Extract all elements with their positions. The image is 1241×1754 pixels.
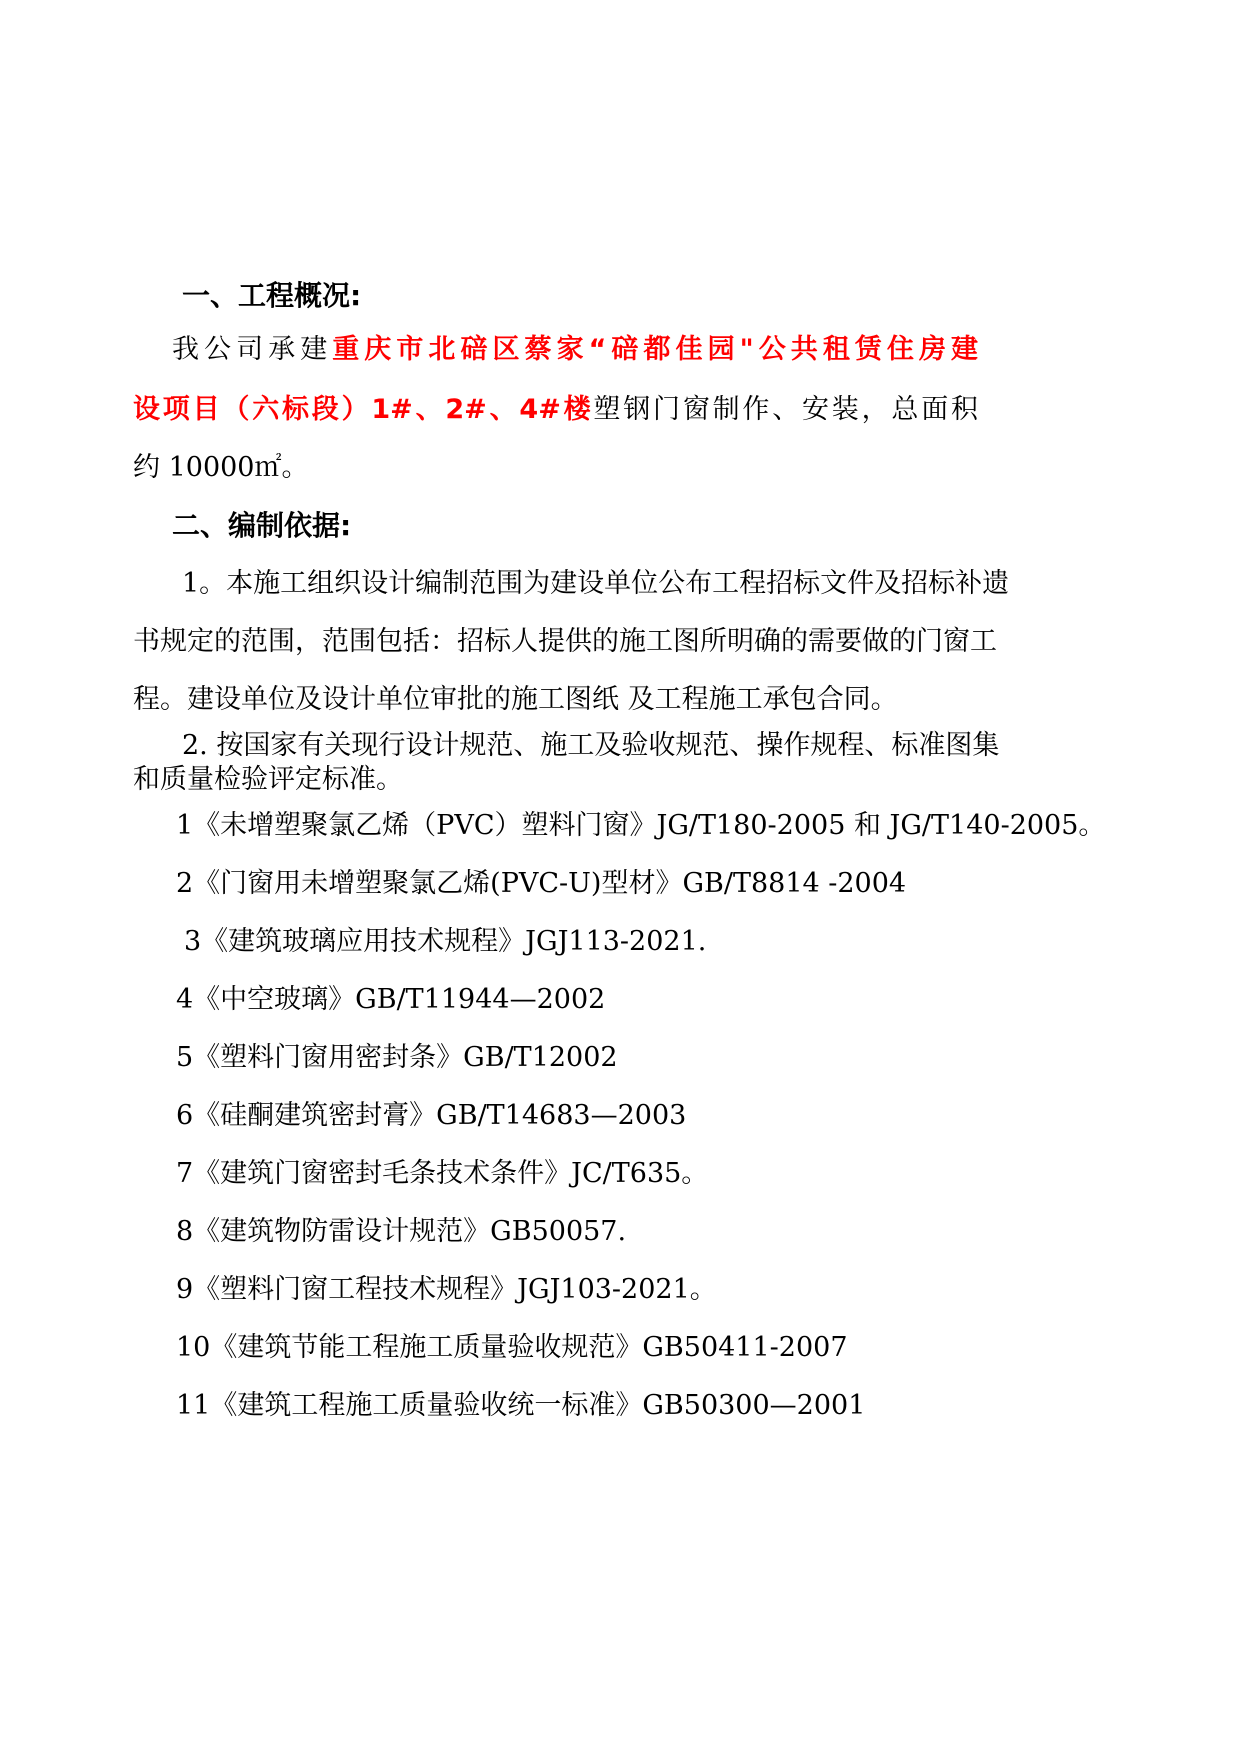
standard-item: 7《建筑门窗密封毛条技术条件》JC/T635。: [176, 1158, 709, 1189]
item1-line3: 程。建设单位及设计单位审批的施工图纸 及工程施工承包合同。: [133, 684, 898, 715]
section2-heading: 二、编制依据:: [172, 509, 352, 542]
item2-line2: 和质量检验评定标准。: [133, 764, 403, 795]
standard-item: 5《塑料门窗用密封条》GB/T12002: [176, 1042, 618, 1073]
standard-item: 2《门窗用未增塑聚氯乙烯(PVC-U)型材》GB/T8814 -2004: [176, 868, 907, 899]
item2-line1: 2. 按国家有关现行设计规范、施工及验收规范、操作规程、标准图集: [182, 730, 1000, 761]
standard-item: 11《建筑工程施工质量验收统一标准》GB50300—2001: [176, 1390, 866, 1421]
section1-para-line3: 约 10000㎡。: [133, 452, 309, 483]
section1-para-line2: [133, 394, 978, 426]
standard-item: 8《建筑物防雷设计规范》GB50057.: [176, 1216, 627, 1247]
project-name-part2: 设项目（六标段）1#、2#、4#楼: [133, 394, 594, 425]
standard-item: 6《硅酮建筑密封膏》GB/T14683—2003: [176, 1100, 687, 1131]
section1-para-line1: [172, 334, 978, 366]
standard-item: 1《未增塑聚氯乙烯（PVC）塑料门窗》JG/T180-2005 和 JG/T140-2005。: [176, 810, 1106, 841]
standard-item: 10《建筑节能工程施工质量验收规范》GB50411-2007: [176, 1332, 848, 1363]
standard-item: 4《中空玻璃》GB/T11944—2002: [176, 984, 606, 1015]
item1-line1: 1。本施工组织设计编制范围为建设单位公布工程招标文件及招标补遗: [182, 568, 1010, 599]
para-prefix: 我公司承建: [172, 334, 333, 365]
section1-heading: 一、工程概况:: [182, 279, 362, 312]
item1-line2: 书规定的范围，范围包括：招标人提供的施工图所明确的需要做的门窗工: [133, 626, 997, 657]
standard-item: 9《塑料门窗工程技术规程》JGJ103-2021。: [176, 1274, 717, 1305]
standard-item: 3《建筑玻璃应用技术规程》JGJ113-2021.: [184, 926, 707, 957]
project-name-part1: 重庆市北碚区蔡家“碚都佳园"公共租赁住房建: [332, 334, 979, 365]
para-suffix: 塑钢门窗制作、安装，总面积: [593, 394, 979, 425]
